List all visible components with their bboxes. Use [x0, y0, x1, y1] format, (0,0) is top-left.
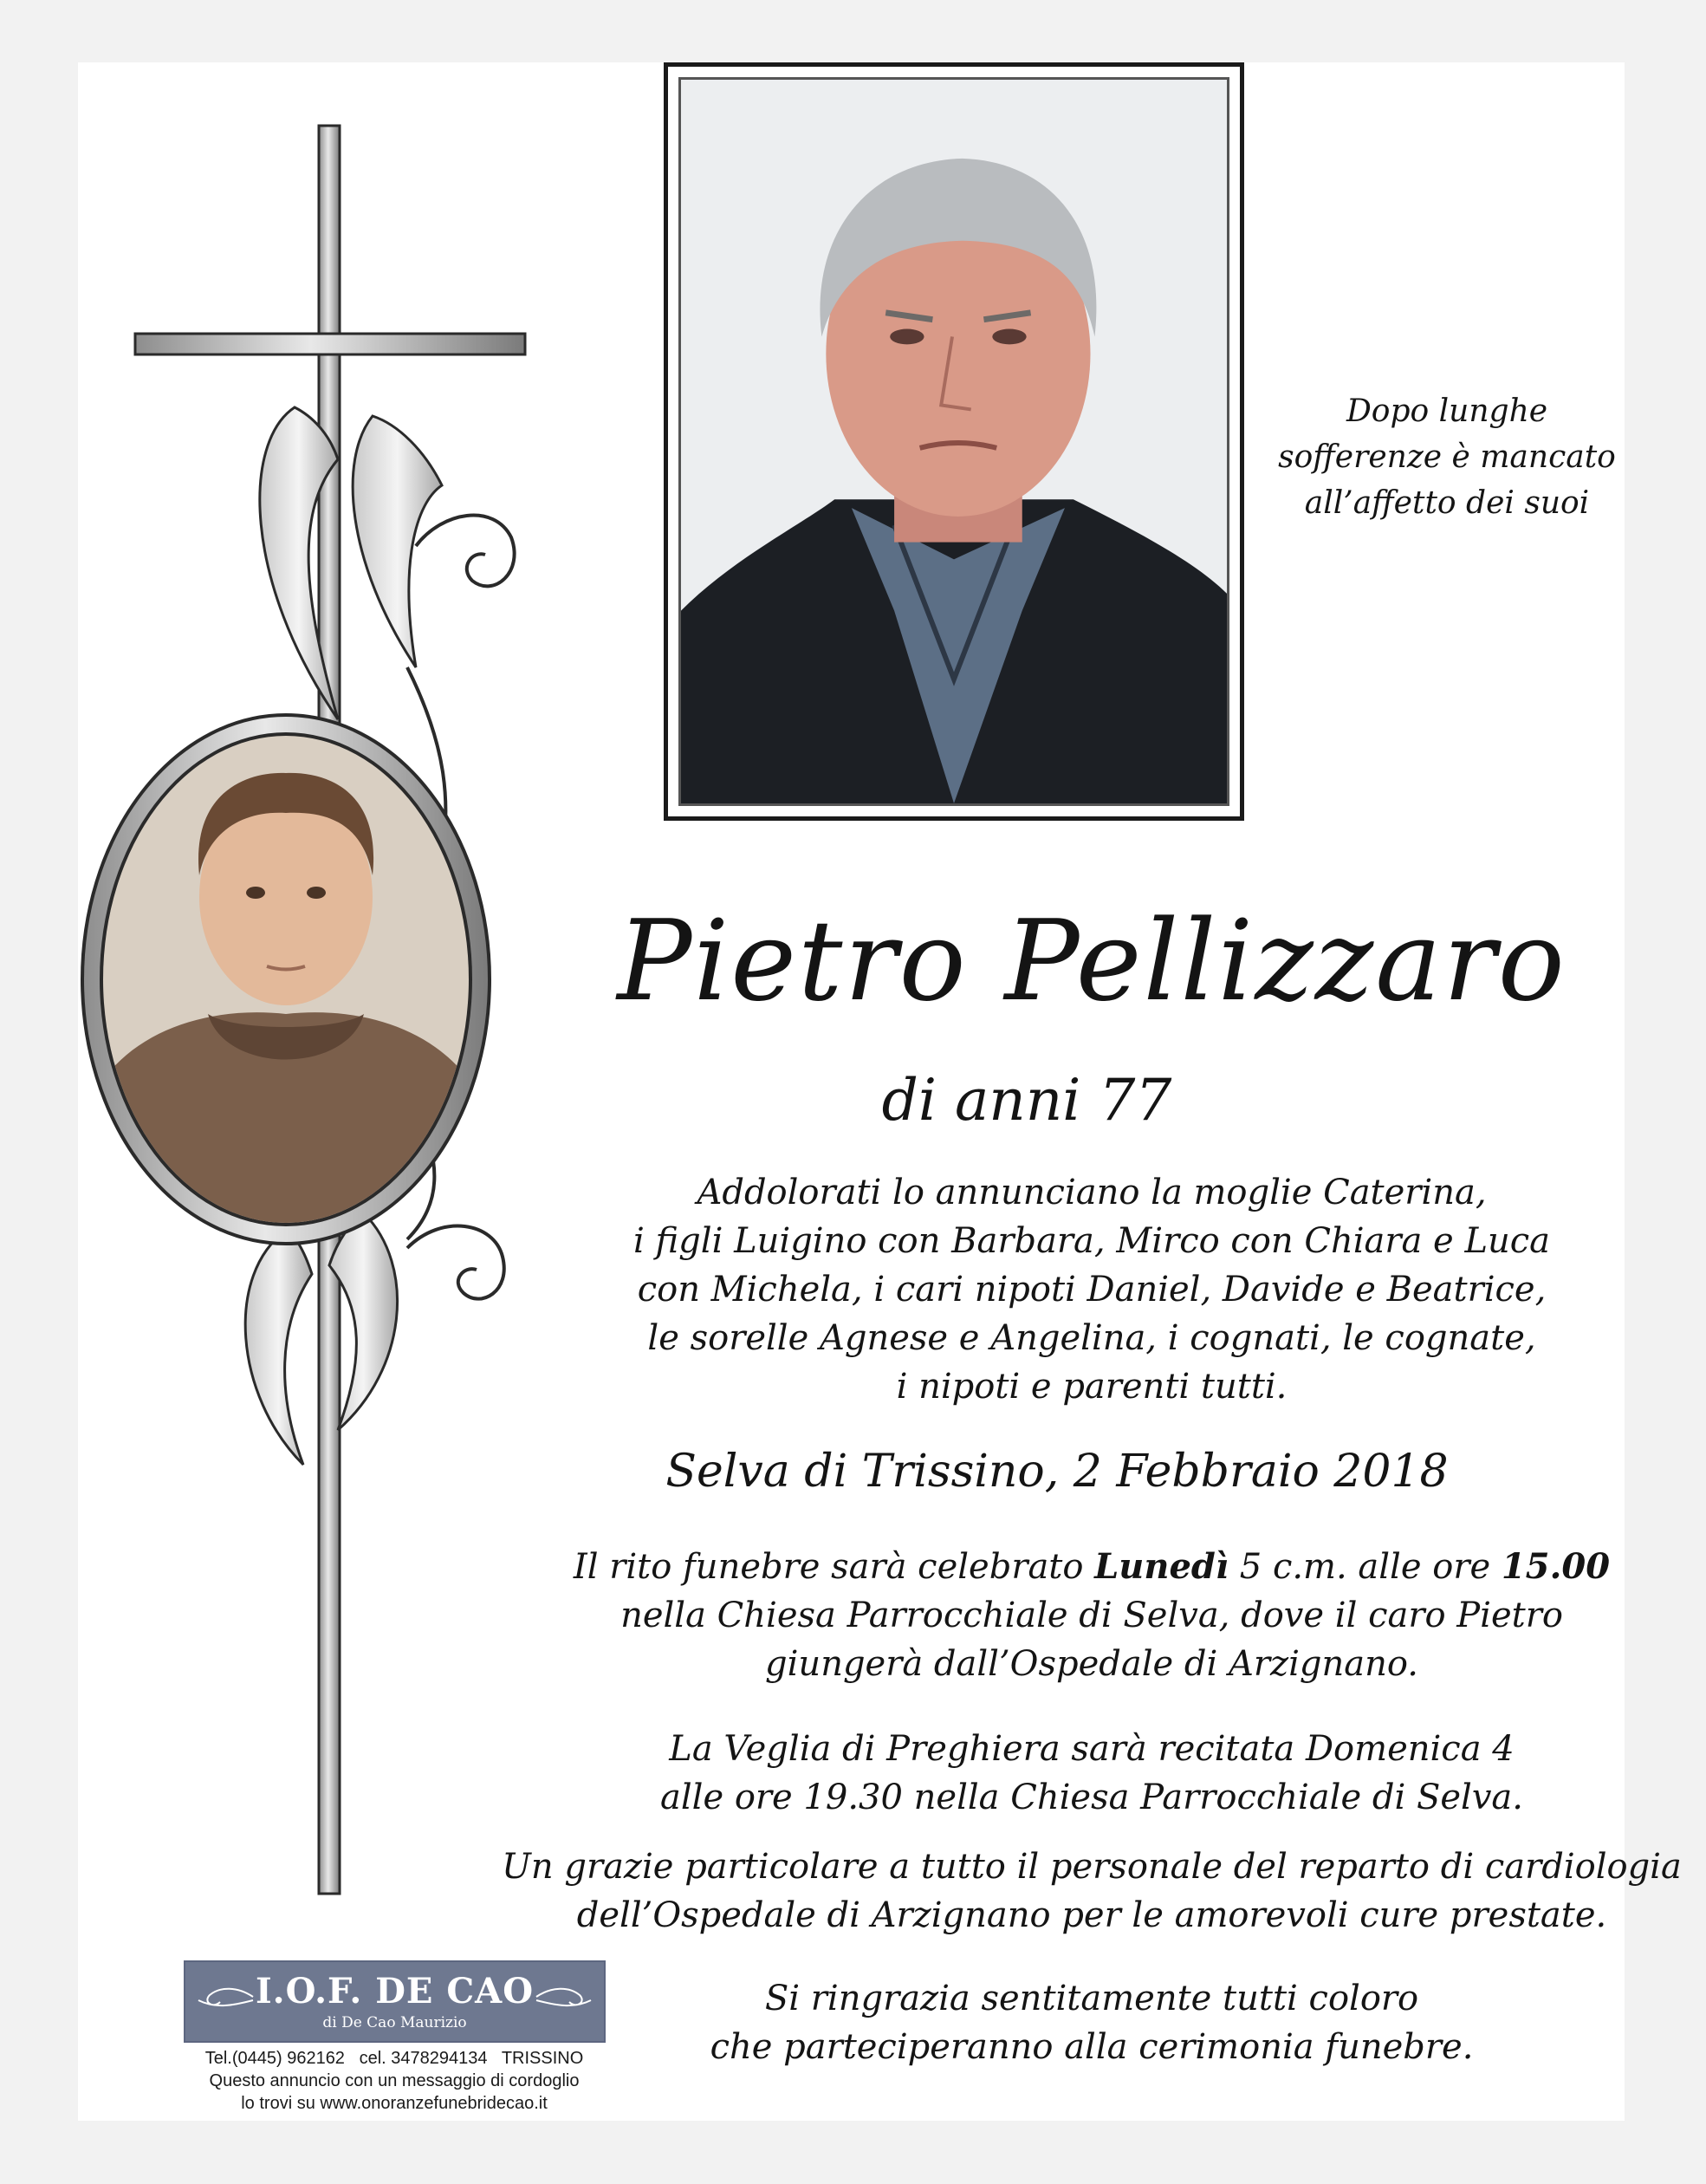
side-note	[1274, 388, 1620, 526]
announcement-line: i nipoti e parenti tutti.	[896, 1367, 1288, 1407]
thanks-line: Un grazie particolare a tutto il personale del reparto di cardiologia	[502, 1847, 1682, 1887]
vigil-info	[485, 1725, 1698, 1822]
closing-note	[485, 1974, 1698, 2071]
funeral-info	[485, 1543, 1698, 1688]
vigil-line: La Veglia di Preghiera sarà recitata Domenica 4	[669, 1729, 1515, 1769]
announcement-line: con Michela, i cari nipoti Daniel, Davide e Beatrice,	[637, 1270, 1547, 1310]
closing-line: che parteciperanno alla cerimonia funebre.	[710, 2027, 1474, 2067]
funeral-time: 15.00	[1501, 1546, 1611, 1587]
side-note-line: sofferenze è mancato	[1278, 439, 1616, 475]
vigil-line: alle ore 19.30 nella Chiesa Parrocchiale di Selva.	[660, 1778, 1523, 1817]
thanks-line: dell’Ospedale di Arzignano per le amorevoli cure prestate.	[576, 1895, 1607, 1935]
side-note-line: all’affetto dei suoi	[1304, 485, 1590, 521]
closing-line: Si ringrazia sentitamente tutti coloro	[764, 1979, 1419, 2018]
place-date: Selva di Trissino, 2 Febbraio 2018	[665, 1446, 1449, 1498]
cross-ornament	[78, 113, 529, 1915]
funeral-home-logo	[184, 1960, 606, 2043]
announcement	[485, 1168, 1698, 1411]
logo-title: I.O.F. DE CAO	[255, 1971, 535, 2012]
main-portrait-frame	[664, 62, 1244, 821]
funeral-day: Lunedì	[1094, 1546, 1229, 1587]
thanks-note	[485, 1843, 1698, 1940]
website-line: lo trovi su www.onoranzefunebridecao.it	[241, 2094, 548, 2113]
contact-line: Tel.(0445) 962162 cel. 3478294134 TRISSINO	[204, 2049, 584, 2068]
announcement-line: i figli Luigino con Barbara, Mirco con Chiara e Luca	[632, 1221, 1551, 1261]
funeral-text: 5 c.m. alle ore	[1229, 1547, 1502, 1587]
announcement-line: le sorelle Agnese e Angelina, i cognati, le cognate,	[647, 1318, 1536, 1358]
deceased-age: di anni 77	[881, 1067, 1172, 1134]
main-portrait-photo	[678, 77, 1229, 806]
deceased-name: Pietro Pellizzaro	[617, 897, 1567, 1026]
logo-subtitle: di De Cao Maurizio	[322, 2014, 467, 2031]
announcement-line: Addolorati lo annunciano la moglie Caterina,	[697, 1173, 1487, 1212]
funeral-text: Il rito funebre sarà celebrato	[573, 1547, 1095, 1587]
funeral-home-contact	[178, 2047, 611, 2115]
funeral-line-3: giungerà dall’Ospedale di Arzignano.	[765, 1644, 1418, 1684]
side-note-line: Dopo lunghe	[1346, 393, 1548, 429]
funeral-line-1	[485, 1543, 1698, 1591]
funeral-line-2: nella Chiesa Parrocchiale di Selva, dove il caro Pietro	[620, 1596, 1563, 1635]
message-line: Questo annuncio con un messaggio di cordoglio	[209, 2071, 580, 2090]
